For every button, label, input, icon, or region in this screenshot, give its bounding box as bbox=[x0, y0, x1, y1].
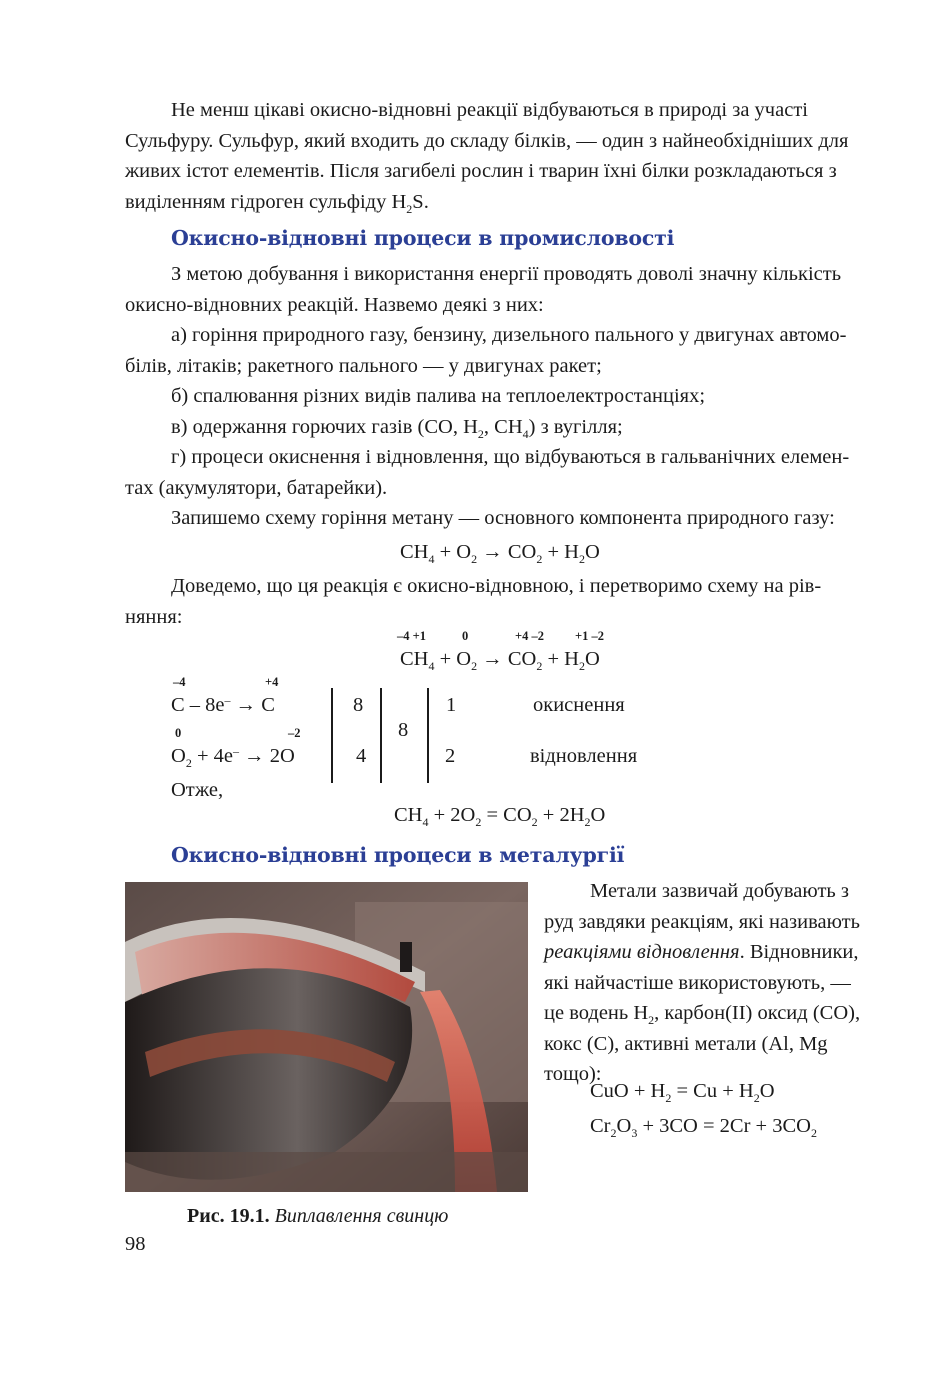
metallurgy-line-3: реакціями відновлення. Відновники, bbox=[544, 941, 859, 963]
final-balanced-equation: $CH_4 + 2O_2 = CO_2 + 2H_2O$ bbox=[394, 804, 606, 829]
therefore-label: Отже, bbox=[171, 779, 224, 801]
process-oxidation-label: окиснення bbox=[533, 694, 625, 716]
reduction-half-reaction: $O_2 + 4e^- \to 2O$ bbox=[171, 744, 295, 770]
ladle-pouring-image bbox=[125, 882, 528, 1192]
electrons-oxidation: 8 bbox=[353, 694, 364, 716]
balance-divider-3 bbox=[427, 688, 429, 783]
figure-caption: Рис. 19.1. Виплавлення свинцю bbox=[187, 1205, 449, 1227]
metallurgy-line-6: кокс (C), активні метали (Al, Mg bbox=[544, 1032, 828, 1055]
half1-state-left: –4 bbox=[173, 675, 186, 689]
intro-paragraph bbox=[125, 95, 890, 217]
oxidation-state-c-h: –4 +1 bbox=[397, 629, 426, 643]
list-item-a-line-1: а) горіння природного газу, бензину, дизельного пального у двигунах автомо- bbox=[171, 324, 847, 346]
metallurgy-line-7: тощо): bbox=[544, 1063, 602, 1085]
list-item-g-line-1: г) процеси окиснення і відновлення, що відбуваються в гальванічних елемен- bbox=[171, 446, 850, 468]
metallurgy-line-1: Метали зазвичай добувають з bbox=[590, 880, 849, 902]
list-item-v: в) одержання горючих газів (CO, $H_2$, $CH_4$) з вугілля; bbox=[171, 415, 623, 441]
list-item-a-line-2: білів, літаків; ракетного пального — у двигунах ракет; bbox=[125, 354, 602, 377]
prove-paragraph bbox=[125, 571, 890, 632]
page-number: 98 bbox=[125, 1233, 146, 1255]
metallurgy-line-5: це водень $H_2$, карбон(II) оксид (CO), bbox=[544, 1002, 861, 1027]
oxidation-state-h2o: +1 –2 bbox=[575, 629, 604, 643]
oxidation-state-co2: +4 –2 bbox=[515, 629, 544, 643]
lcm-value: 8 bbox=[398, 719, 409, 741]
oxidation-half-reaction: C – 8e– → C bbox=[171, 693, 275, 716]
copper-reduction-equation: CuO + $H_2 = Cu + H_2O$ bbox=[590, 1080, 775, 1105]
half1-state-right: +4 bbox=[265, 675, 279, 689]
intro-line-2: Сульфуру. Сульфур, який входить до складу білків, — один з найнеобхідніших для bbox=[125, 129, 849, 152]
lead-smelting-photo bbox=[125, 882, 528, 1192]
intro-line-4: виділенням гідроген сульфіду $H_2S$. bbox=[125, 190, 429, 216]
prove-line-2: няння: bbox=[125, 605, 183, 628]
metallurgy-line-4: які найчастіше використовують, — bbox=[544, 971, 851, 994]
intro-line-1: Не менш цікаві окисно-відновні реакції відбуваються в природі за участі bbox=[171, 99, 808, 121]
list-item-b: б) спалювання різних видів палива на теплоелектростанціях; bbox=[171, 385, 706, 407]
industry-line-1: З метою добування і використання енергії проводять доволі значну кількість bbox=[171, 263, 842, 285]
process-reduction-label: відновлення bbox=[530, 745, 638, 767]
prove-line-1: Доведемо, що ця реакція є окисно-відновною, і перетворимо схему на рів- bbox=[171, 575, 822, 597]
balance-divider-1 bbox=[331, 688, 333, 783]
section-heading-metallurgy: Окисно-відновні процеси в металургії bbox=[171, 843, 625, 867]
scheme-intro: Запишемо схему горіння метану — основного компонента природного газу: bbox=[171, 507, 835, 529]
balance-divider-2 bbox=[380, 688, 382, 783]
list-item-g-line-2: тах (акумулятори, батарейки). bbox=[125, 476, 388, 499]
metallurgy-paragraph bbox=[544, 876, 890, 1090]
methane-scheme-equation: $CH_4 + O_2 \to CO_2 + H_2O$ bbox=[400, 541, 600, 566]
intro-line-3: живих істот елементів. Після загибелі рослин і тварин їхні білки розкладаються з bbox=[125, 160, 837, 182]
coefficient-1: 1 bbox=[446, 694, 457, 716]
oxidation-state-o2: 0 bbox=[462, 629, 469, 643]
section-heading-industry: Окисно-відновні процеси в промисловості bbox=[171, 226, 675, 250]
metallurgy-line-2: руд завдяки реакціям, які називають bbox=[544, 910, 860, 933]
industry-paragraph bbox=[125, 259, 890, 534]
coefficient-2: 2 bbox=[445, 745, 456, 767]
chromium-reduction-equation: $Cr_2O_3 + 3CO = 2Cr + 3CO_2$ bbox=[590, 1115, 817, 1140]
half2-state-left: 0 bbox=[175, 726, 182, 740]
methane-equation-with-states: $CH_4 + O_2 \to CO_2 + H_2O$ bbox=[400, 648, 600, 673]
industry-line-2: окисно-відновних реакцій. Назвемо деякі з них: bbox=[125, 293, 544, 316]
half2-state-right: –2 bbox=[288, 726, 301, 740]
electrons-reduction: 4 bbox=[356, 745, 367, 767]
